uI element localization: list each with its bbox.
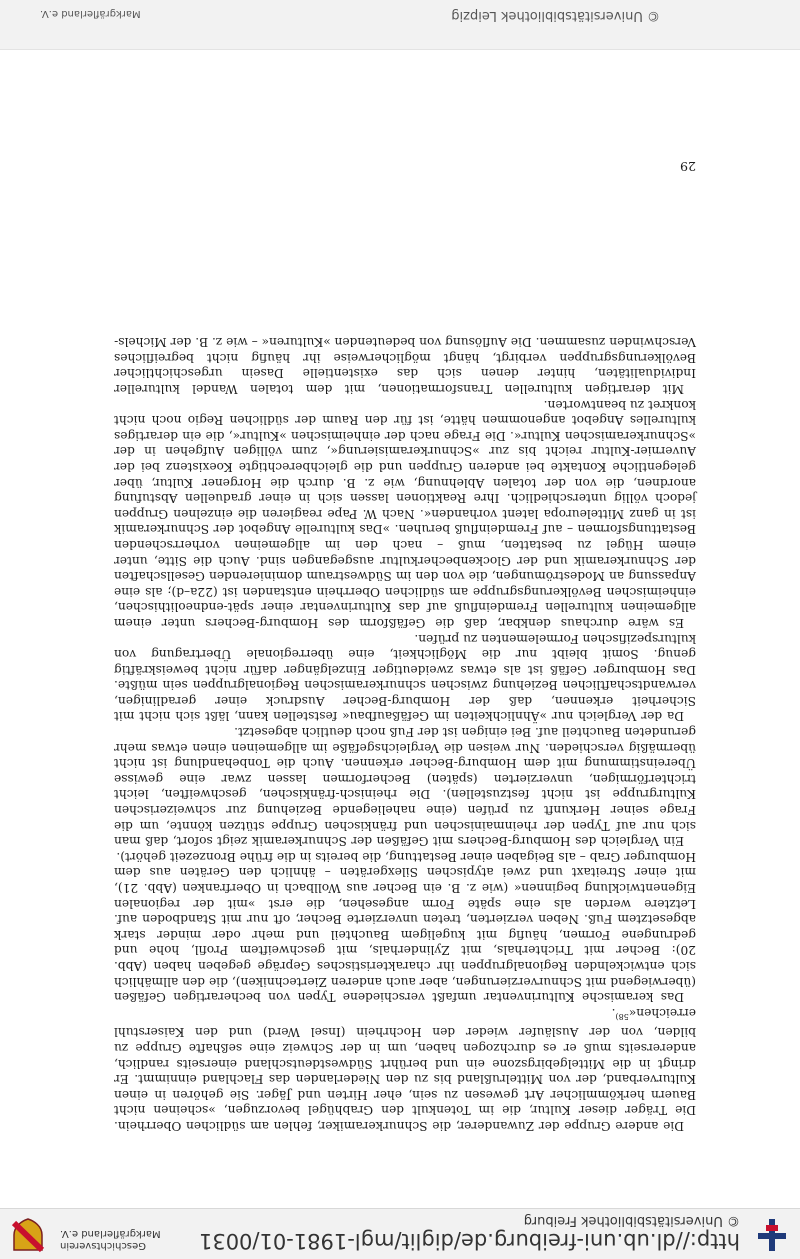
- paragraph-1: Die andere Gruppe der Zuwanderer, die Schnurkeramiker, fehlen am südlichen Oberrhein. Die Träger dieser Kultur, die im Totenkult den Grabhügel bevorzugen, »scheinen nicht Bauern herkömmlicher Art gewesen zu sein, eher Hirten und Jäger. Sie gehören in einen Kulturverband, der von Mittelrußland bis zu den Niederlanden das Flachland einnimmt. Er dringt in die Mittelgebirgszone ein und berührt Südwestdeutschland einerseits randlich, andererseits muß er es durchzogen haben, um in der Schweiz eine seßhafte Gruppe zu bilden, von der Ausläufer wieder den Hochrhein (Insel Werd) und den Kaiserstuhl erreichen«$^{58)}$.: [114, 1005, 696, 1133]
- page-number: 29: [680, 159, 696, 174]
- publisher-name: [60, 1227, 161, 1251]
- paragraph-5: Es wäre durchaus denkbar, daß die Gefäßform des Homburg-Bechers unter einem allgemeinen kulturellen Fremdeinfluß auf das Kulturinventar einer spät-endneolithischen, einheimischen Bevölkerungsgruppe am südlichen Oberrhein entstanden ist (22a–d); als eine Anpassung an Modeströmungen, die von den im Südwestraum dominierenden Gesellschaften der Schnurkeramik und der Glockenbecherkultur ausgegangen sind. Auch die Sitte, unter einem Hügel zu bestatten, muß – nach den im allgemeinen vorherrschenden Bestattungsformen – auf Fremdeinfluß beruhen. »Das kulturelle Angebot der Schnurkeramik ist in ganz Mitteleuropa latent vorhanden«. Nach W. Pape reagieren die einzelnen Gruppen jedoch völlig unterschiedlich. Ihre Reaktionen lassen sich in einer graduellen Abstufung anordnen, die von der totalen Ablehnung, wie z. B. durch die Horgener Kultur, über gelegentliche Kontakte bei anderen Gruppen und die gleichberechtigte Koexistenz bei der Auvernier-Kultur reicht bis zur »Schnurkeramisierung«, zum völligen Aufgehen in der »Schnurkeramischen Kultur«. Die Frage nach der einheimischen »Kultur«, die ein derartiges kulturelles Angebot angenommen hätte, ist für den Raum der südlichen Regio noch nicht konkret zu beantworten.: [114, 397, 696, 630]
- document-url[interactable]: http://dl.ub.uni-freiburg.de/diglit/mgl-1981-01/0031: [198, 1229, 740, 1253]
- paragraph-4: Da der Vergleich nur »Ähnlichkeiten im Gefäßaufbau« feststellen kann, läßt sich nicht mit Sicherheit erkennen, daß der Homburg-Becher Ausdruck einer geradlinigen, verwandtschaftlichen Beziehung zwischen schnurkeramischen Regionalgruppen sein müßte. Das Homburger Gefäß ist als etwas zweideutiger Einzelgänger dafür nicht beweiskräftig genug. Somit bleibt nur die Möglichkeit, eine überregionale Übertragung von kulturspezifischen Formelementen zu prüfen.: [114, 631, 696, 724]
- coat-of-arms-icon: [10, 1217, 46, 1253]
- university-seal-icon: [754, 1217, 790, 1253]
- paragraph-3: Ein Vergleich des Homburg-Bechers mit Gefäßen der Schnurkeramik zeigt sofort, daß man sich nur auf Typen der rheinmainischen und fränkischen Gruppe stützen könnte, um die Frage seiner Herkunft zu prüfen (eine naheliegende Beziehung zur schweizerischen Kulturgruppe ist nicht festzustellen). Die rheinisch-fränkischen, geschweiften, leicht trichterförmigen, unverzierten (späten) Becherformen lassen zwar eine gewisse Übereinstimmung mit dem Homburg-Becher erkennen. Auch die Tonbehandlung ist nicht übermäßig verschieden. Nur weisen die Vergleichsgefäße im allgemeinen einen etwas mehr gerundeten Bauchteil auf. Bei einigen ist der Fuß noch deutlich abgesetzt.: [114, 725, 696, 849]
- footnote-ref: 58): [615, 1011, 629, 1021]
- article-body: [114, 334, 696, 1133]
- paragraph-1-text: Die andere Gruppe der Zuwanderer, die Schnurkeramiker, fehlen am südlichen Oberrhein. Die Träger dieser Kultur, die im Totenkult den Grabhügel bevorzugen, »scheinen nicht Bauern herkömmlicher Art gewesen zu sein, eher Hirten und Jäger. Sie gehören in einen Kulturverband, der von Mittelrußland bis zu den Niederlanden das Flachland einnimmt. Er dringt in die Mittelgebirgszone ein und berührt Südwestdeutschland einerseits randlich, andererseits muß er es durchzogen haben, um in der Schweiz eine seßhafte Gruppe zu bilden, von der Ausläufer wieder den Hochrhein (Insel Werd) und den Kaiserstuhl erreichen«: [114, 1005, 696, 1133]
- library-credit: © Universitätsbibliothek Freiburg: [523, 1213, 740, 1228]
- paragraph-2: Das keramische Kulturinventar umfaßt verschiedene Typen von becherartigen Gefäßen (überwiegend mit Schnurverzierungen, aber auch anderen Ziertechniken), die den allmählich sich entwickelnden Regionalgruppen ihr charakteristisches Gepräge gegeben haben (Abb. 20): Becher mit Trichterhals, mit Zylinderhals, mit geschweiftem Profil, hohe und gedrungene Formen, häufig mit kugeligem Bauchteil und mehr oder minder stark abgesetztem Fuß. Neben verzierten, treten unverzierte Becher, oft nur mit Standboden auf. Letztere werden als eine späte Form angesehen, die erst »mit der regionalen Eigenentwicklung beginnen« (wie z. B. ein Becher aus Wollbach in Oberfranken (Abb. 21), mit einer Streitaxt und zwei atypischen Silexgeräten – ähnlich den Geräten aus dem Homburger Grab – als Beigaben einer Bestattung, die bereits in die frühe Bronzezeit gehört).: [114, 849, 696, 1005]
- publisher-line-2: Markgräflerland e.V.: [60, 1228, 161, 1239]
- footer-credit: © Universitätsbibliothek Leipzig: [451, 8, 660, 23]
- viewer-footer: [0, 0, 800, 50]
- footer-publisher: Markgräflerland e.V.: [40, 8, 141, 19]
- publisher-line-1: Geschichtsverein: [60, 1240, 146, 1251]
- viewer-header: [0, 1208, 800, 1259]
- paragraph-6: Mit derartigen kulturellen Transformationen, mit dem totalen Wandel kultureller Individualitäten, hinter denen sich das existentielle Dasein urgeschichtlicher Bevölkerungsgruppen verbirgt, hängt möglicherweise ihr häufig nicht begreifliches Verschwinden zusammen. Die Auflösung von bedeutenden »Kulturen« – wie z. B. der Michels-: [114, 335, 696, 397]
